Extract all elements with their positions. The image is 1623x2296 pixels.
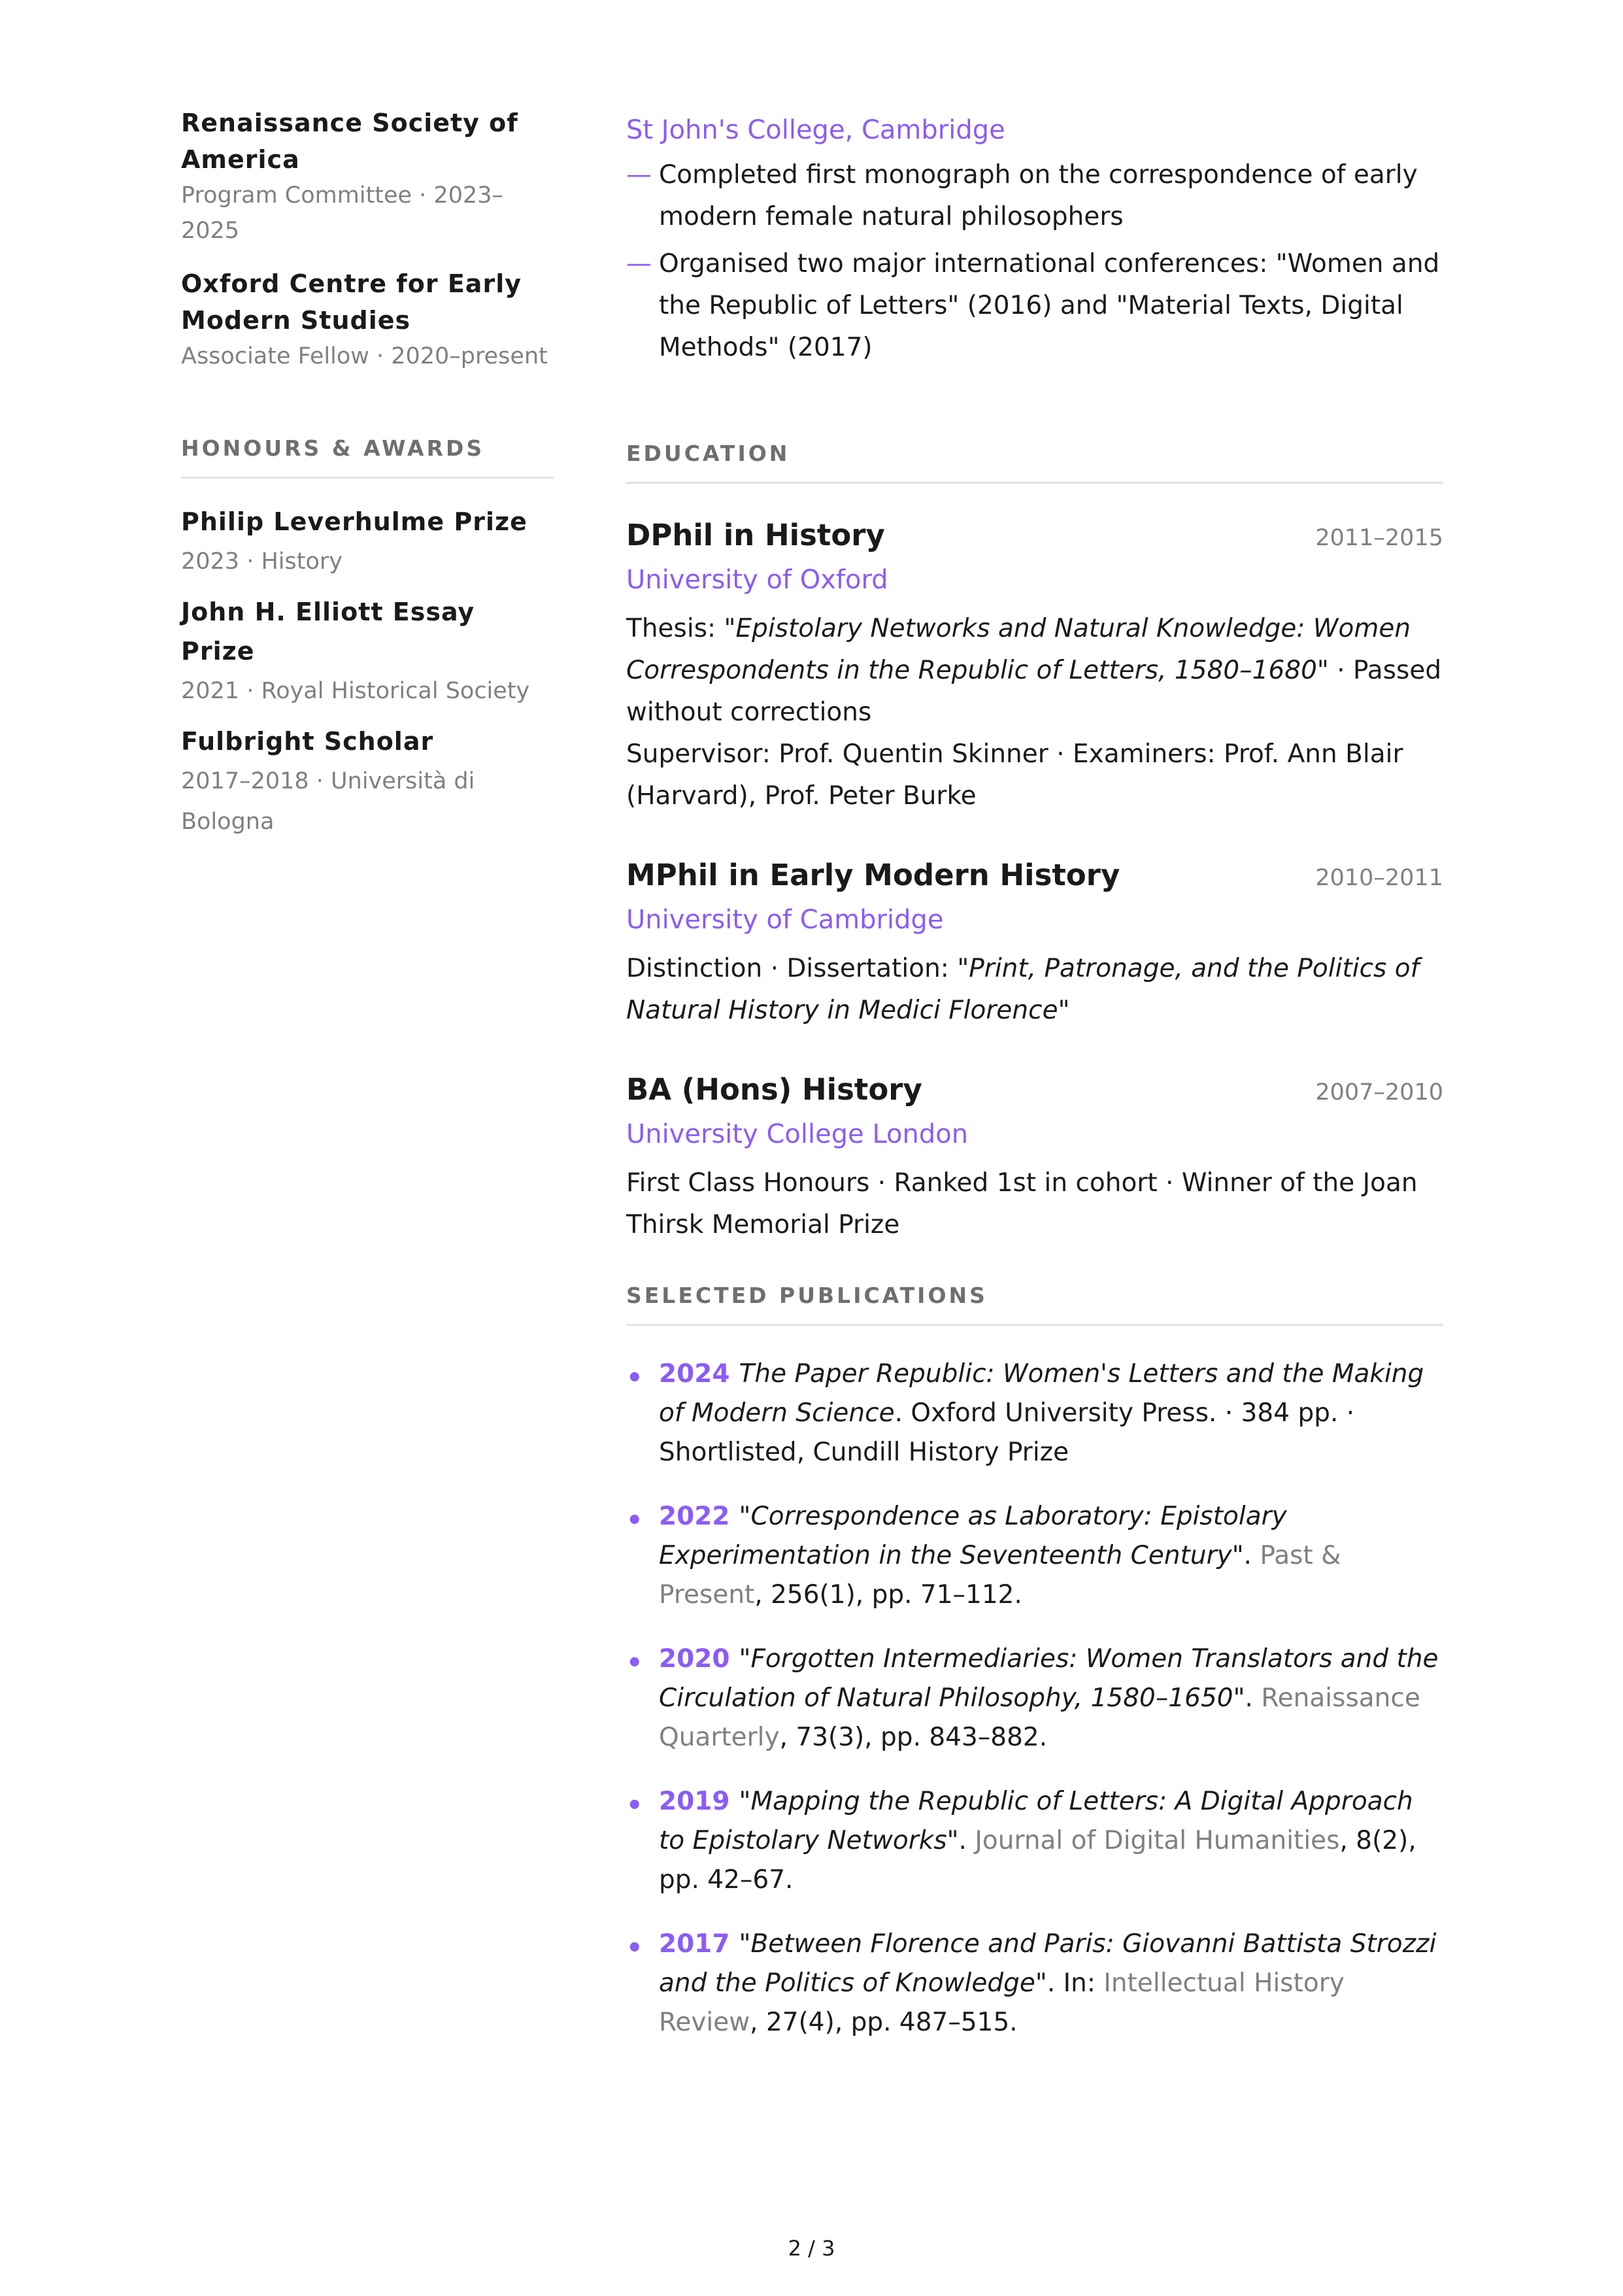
degree-description: First Class Honours · Ranked 1st in cohort · Winner of the Joan Thirsk Memorial Prize xyxy=(626,1168,1418,1240)
publication-title: "Between Florence and Paris: Giovanni Battista Strozzi and the Politics of Knowledge" xyxy=(659,1929,1437,1998)
publication-venue: Journal of Digital Humanities xyxy=(975,1826,1340,1855)
supervisor-line: Supervisor: Prof. Quentin Skinner · Examiners: Prof. Ann Blair (Harvard), Prof. Peter Burke xyxy=(626,739,1403,811)
main-column xyxy=(626,105,1443,2067)
award-entry xyxy=(181,592,554,711)
education-entry xyxy=(626,1068,1443,1246)
thesis-title: "Epistolary Networks and Natural Knowledge: Women Correspondents in the Republic of Letters, 1580–1680" xyxy=(626,614,1411,685)
publication-after-title: . xyxy=(958,1826,975,1855)
publication-title: The Paper Republic: Women's Letters and the Making of Modern Science xyxy=(659,1359,1424,1428)
sidebar xyxy=(181,105,554,853)
publication-year: 2017 xyxy=(659,1929,730,1959)
degree-description xyxy=(626,608,1443,817)
degree-institution: University of Cambridge xyxy=(626,905,944,935)
degree-dates: 2010–2011 xyxy=(1315,865,1443,891)
degree-description xyxy=(626,948,1443,1032)
publication-tail: , 73(3), pp. 843–882. xyxy=(779,1723,1048,1752)
publication-item xyxy=(626,1497,1443,1615)
publication-title: "Mapping the Republic of Letters: A Digital Approach to Epistolary Networks" xyxy=(659,1787,1413,1855)
publication-year: 2020 xyxy=(659,1644,730,1674)
publication-item xyxy=(626,1782,1443,1900)
publication-venue: Past & Present xyxy=(659,1541,1341,1610)
education-entry xyxy=(626,854,1443,1032)
award-title: John H. Elliott Essay Prize xyxy=(181,598,475,666)
experience-bullet xyxy=(626,154,1443,238)
degree-dates: 2007–2010 xyxy=(1315,1079,1443,1106)
publication-tail: , 27(4), pp. 487–515. xyxy=(750,2008,1018,2037)
membership-entry xyxy=(181,105,554,248)
experience-bullet xyxy=(626,243,1443,369)
publication-tail: , 256(1), pp. 71–112. xyxy=(754,1580,1022,1610)
publication-year: 2024 xyxy=(659,1359,730,1389)
membership-entry xyxy=(181,265,554,374)
publication-title: "Forgotten Intermediaries: Women Translators and the Circulation of Natural Philosophy, 1580–1650" xyxy=(659,1644,1439,1713)
degree-dates: 2011–2015 xyxy=(1315,525,1443,551)
publication-item xyxy=(626,1925,1443,2042)
bullet-dot: • xyxy=(626,1933,643,1963)
publication-after-title: . xyxy=(1243,1541,1260,1570)
publication-after-title: . In: xyxy=(1046,1968,1104,1998)
desc-prefix: Distinction · Dissertation: xyxy=(626,954,958,983)
experience-bullets xyxy=(626,154,1443,369)
desc-prefix: Thesis: xyxy=(626,614,724,643)
bullet-text: Completed first monograph on the correspondence of early modern female natural philosophers xyxy=(659,160,1418,231)
publications-heading: SELECTED PUBLICATIONS xyxy=(626,1283,1443,1326)
publication-year: 2022 xyxy=(659,1502,730,1531)
membership-title: Renaissance Society of America xyxy=(181,109,518,174)
degree-title: DPhil in History xyxy=(626,518,885,552)
desc-suffix: · Passed without corrections xyxy=(626,656,1442,727)
publication-after-title: . xyxy=(1245,1683,1262,1713)
publication-year: 2019 xyxy=(659,1787,730,1816)
award-entry xyxy=(181,502,554,582)
publications-section xyxy=(626,1283,1443,2042)
publication-item xyxy=(626,1640,1443,1757)
publication-title: "Correspondence as Laboratory: Epistolary Experimentation in the Seventeenth Century" xyxy=(659,1502,1287,1570)
degree-institution: University of Oxford xyxy=(626,565,888,595)
award-detail: 2021 · Royal Historical Society xyxy=(181,678,530,704)
membership-title: Oxford Centre for Early Modern Studies xyxy=(181,269,522,335)
publication-item xyxy=(626,1355,1443,1472)
dissertation-title: "Print, Patronage, and the Politics of Natural History in Medici Florence" xyxy=(626,954,1420,1025)
education-entry xyxy=(626,514,1443,817)
honours-section xyxy=(181,435,554,842)
publication-venue: Intellectual History Review xyxy=(659,1968,1345,2037)
award-title: Philip Leverhulme Prize xyxy=(181,507,527,536)
honours-heading: HONOURS & AWARDS xyxy=(181,435,554,479)
degree-title: BA (Hons) History xyxy=(626,1072,922,1107)
award-title: Fulbright Scholar xyxy=(181,727,434,756)
dash-marker: — xyxy=(626,249,652,279)
bullet-dot: • xyxy=(626,1791,643,1821)
publication-after-title: . Oxford University Press. · 384 pp. · Shortlisted, Cundill History Prize xyxy=(659,1398,1355,1467)
bullet-text: Organised two major international conferences: "Women and the Republic of Letters" (2016) and "Material Texts, Digital Methods" (2017) xyxy=(659,249,1440,362)
page-number: 2 / 3 xyxy=(788,2236,835,2261)
bullet-dot: • xyxy=(626,1363,643,1393)
degree-institution: University College London xyxy=(626,1119,969,1149)
degree-title: MPhil in Early Modern History xyxy=(626,858,1120,892)
education-section xyxy=(626,441,1443,1246)
publication-tail: , 8(2), pp. 42–67. xyxy=(659,1826,1416,1895)
dash-marker: — xyxy=(626,160,652,190)
award-detail: 2017–2018 · Università di Bologna xyxy=(181,768,475,835)
bullet-dot: • xyxy=(626,1506,643,1536)
bullet-dot: • xyxy=(626,1648,643,1678)
award-detail: 2023 · History xyxy=(181,549,343,575)
publication-venue: Renaissance Quarterly xyxy=(659,1683,1420,1752)
experience-institution: St John's College, Cambridge xyxy=(626,115,1005,145)
membership-detail: Associate Fellow · 2020–present xyxy=(181,343,548,369)
education-heading: EDUCATION xyxy=(626,441,1443,484)
award-entry xyxy=(181,722,554,842)
membership-detail: Program Committee · 2023–2025 xyxy=(181,182,504,244)
